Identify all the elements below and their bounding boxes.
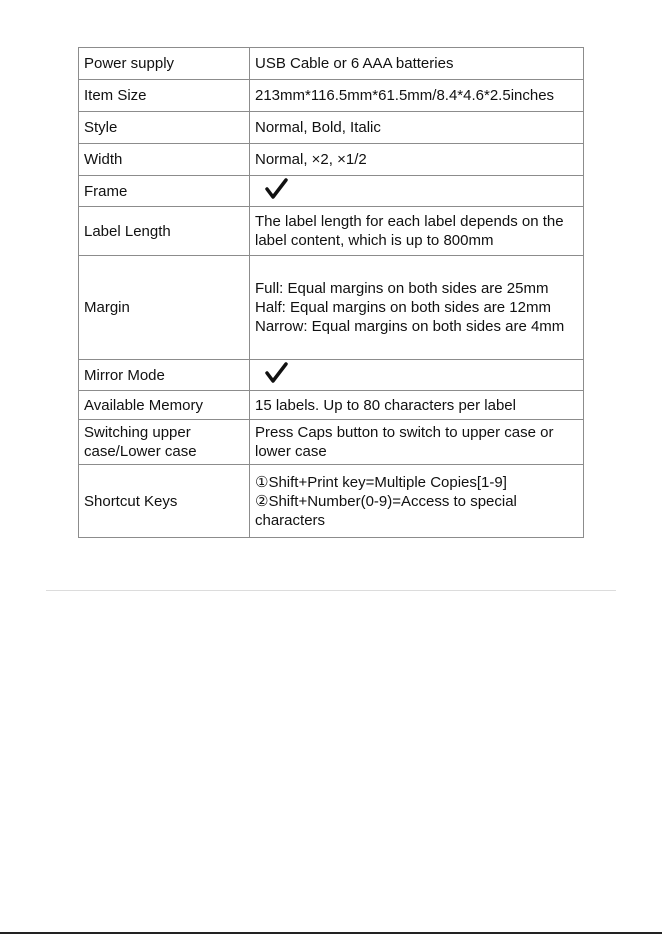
row-value: 15 labels. Up to 80 characters per label — [250, 391, 584, 420]
table-row — [79, 207, 584, 256]
table-row — [79, 80, 584, 112]
table-row — [79, 176, 584, 207]
row-value: USB Cable or 6 AAA batteries — [250, 48, 584, 80]
spec-table — [78, 47, 584, 538]
row-label: Available Memory — [79, 391, 250, 420]
table-row — [79, 256, 584, 360]
row-value — [250, 360, 584, 391]
margin-line-full: Full: Equal margins on both sides are 25mm — [255, 280, 549, 297]
table-row — [79, 112, 584, 144]
row-value: 213mm*116.5mm*61.5mm/8.4*4.6*2.5inches — [250, 80, 584, 112]
row-value: The label length for each label depends on the label content, which is up to 800mm — [250, 207, 584, 256]
row-value — [250, 256, 584, 360]
shortcut-line: ②Shift+Number(0-9)=Access to special characters — [255, 492, 517, 529]
margin-line-half: Half: Equal margins on both sides are 12mm — [255, 299, 551, 316]
row-value — [250, 176, 584, 207]
table-row — [79, 465, 584, 538]
row-label: Item Size — [79, 80, 250, 112]
row-label: Switching upper case/Lower case — [79, 420, 250, 465]
row-label: Power supply — [79, 48, 250, 80]
row-label: Margin — [79, 256, 250, 360]
row-label: Frame — [79, 176, 250, 207]
checkmark-icon — [265, 178, 289, 200]
page-divider — [46, 590, 616, 591]
row-value: Normal, Bold, Italic — [250, 112, 584, 144]
table-row — [79, 420, 584, 465]
table-row — [79, 48, 584, 80]
table-row — [79, 360, 584, 391]
row-label: Style — [79, 112, 250, 144]
row-value: Normal, ×2, ×1/2 — [250, 144, 584, 176]
row-label: Mirror Mode — [79, 360, 250, 391]
row-label: Label Length — [79, 207, 250, 256]
shortcut-line: ①Shift+Print key=Multiple Copies[1-9] — [255, 473, 507, 491]
margin-line-narrow: Narrow: Equal margins on both sides are 4mm — [255, 318, 565, 335]
row-value — [250, 465, 584, 538]
row-label: Shortcut Keys — [79, 465, 250, 538]
table-row — [79, 144, 584, 176]
table-row — [79, 391, 584, 420]
row-value: Press Caps button to switch to upper case or lower case — [250, 420, 584, 465]
row-label: Width — [79, 144, 250, 176]
checkmark-icon — [265, 362, 289, 384]
